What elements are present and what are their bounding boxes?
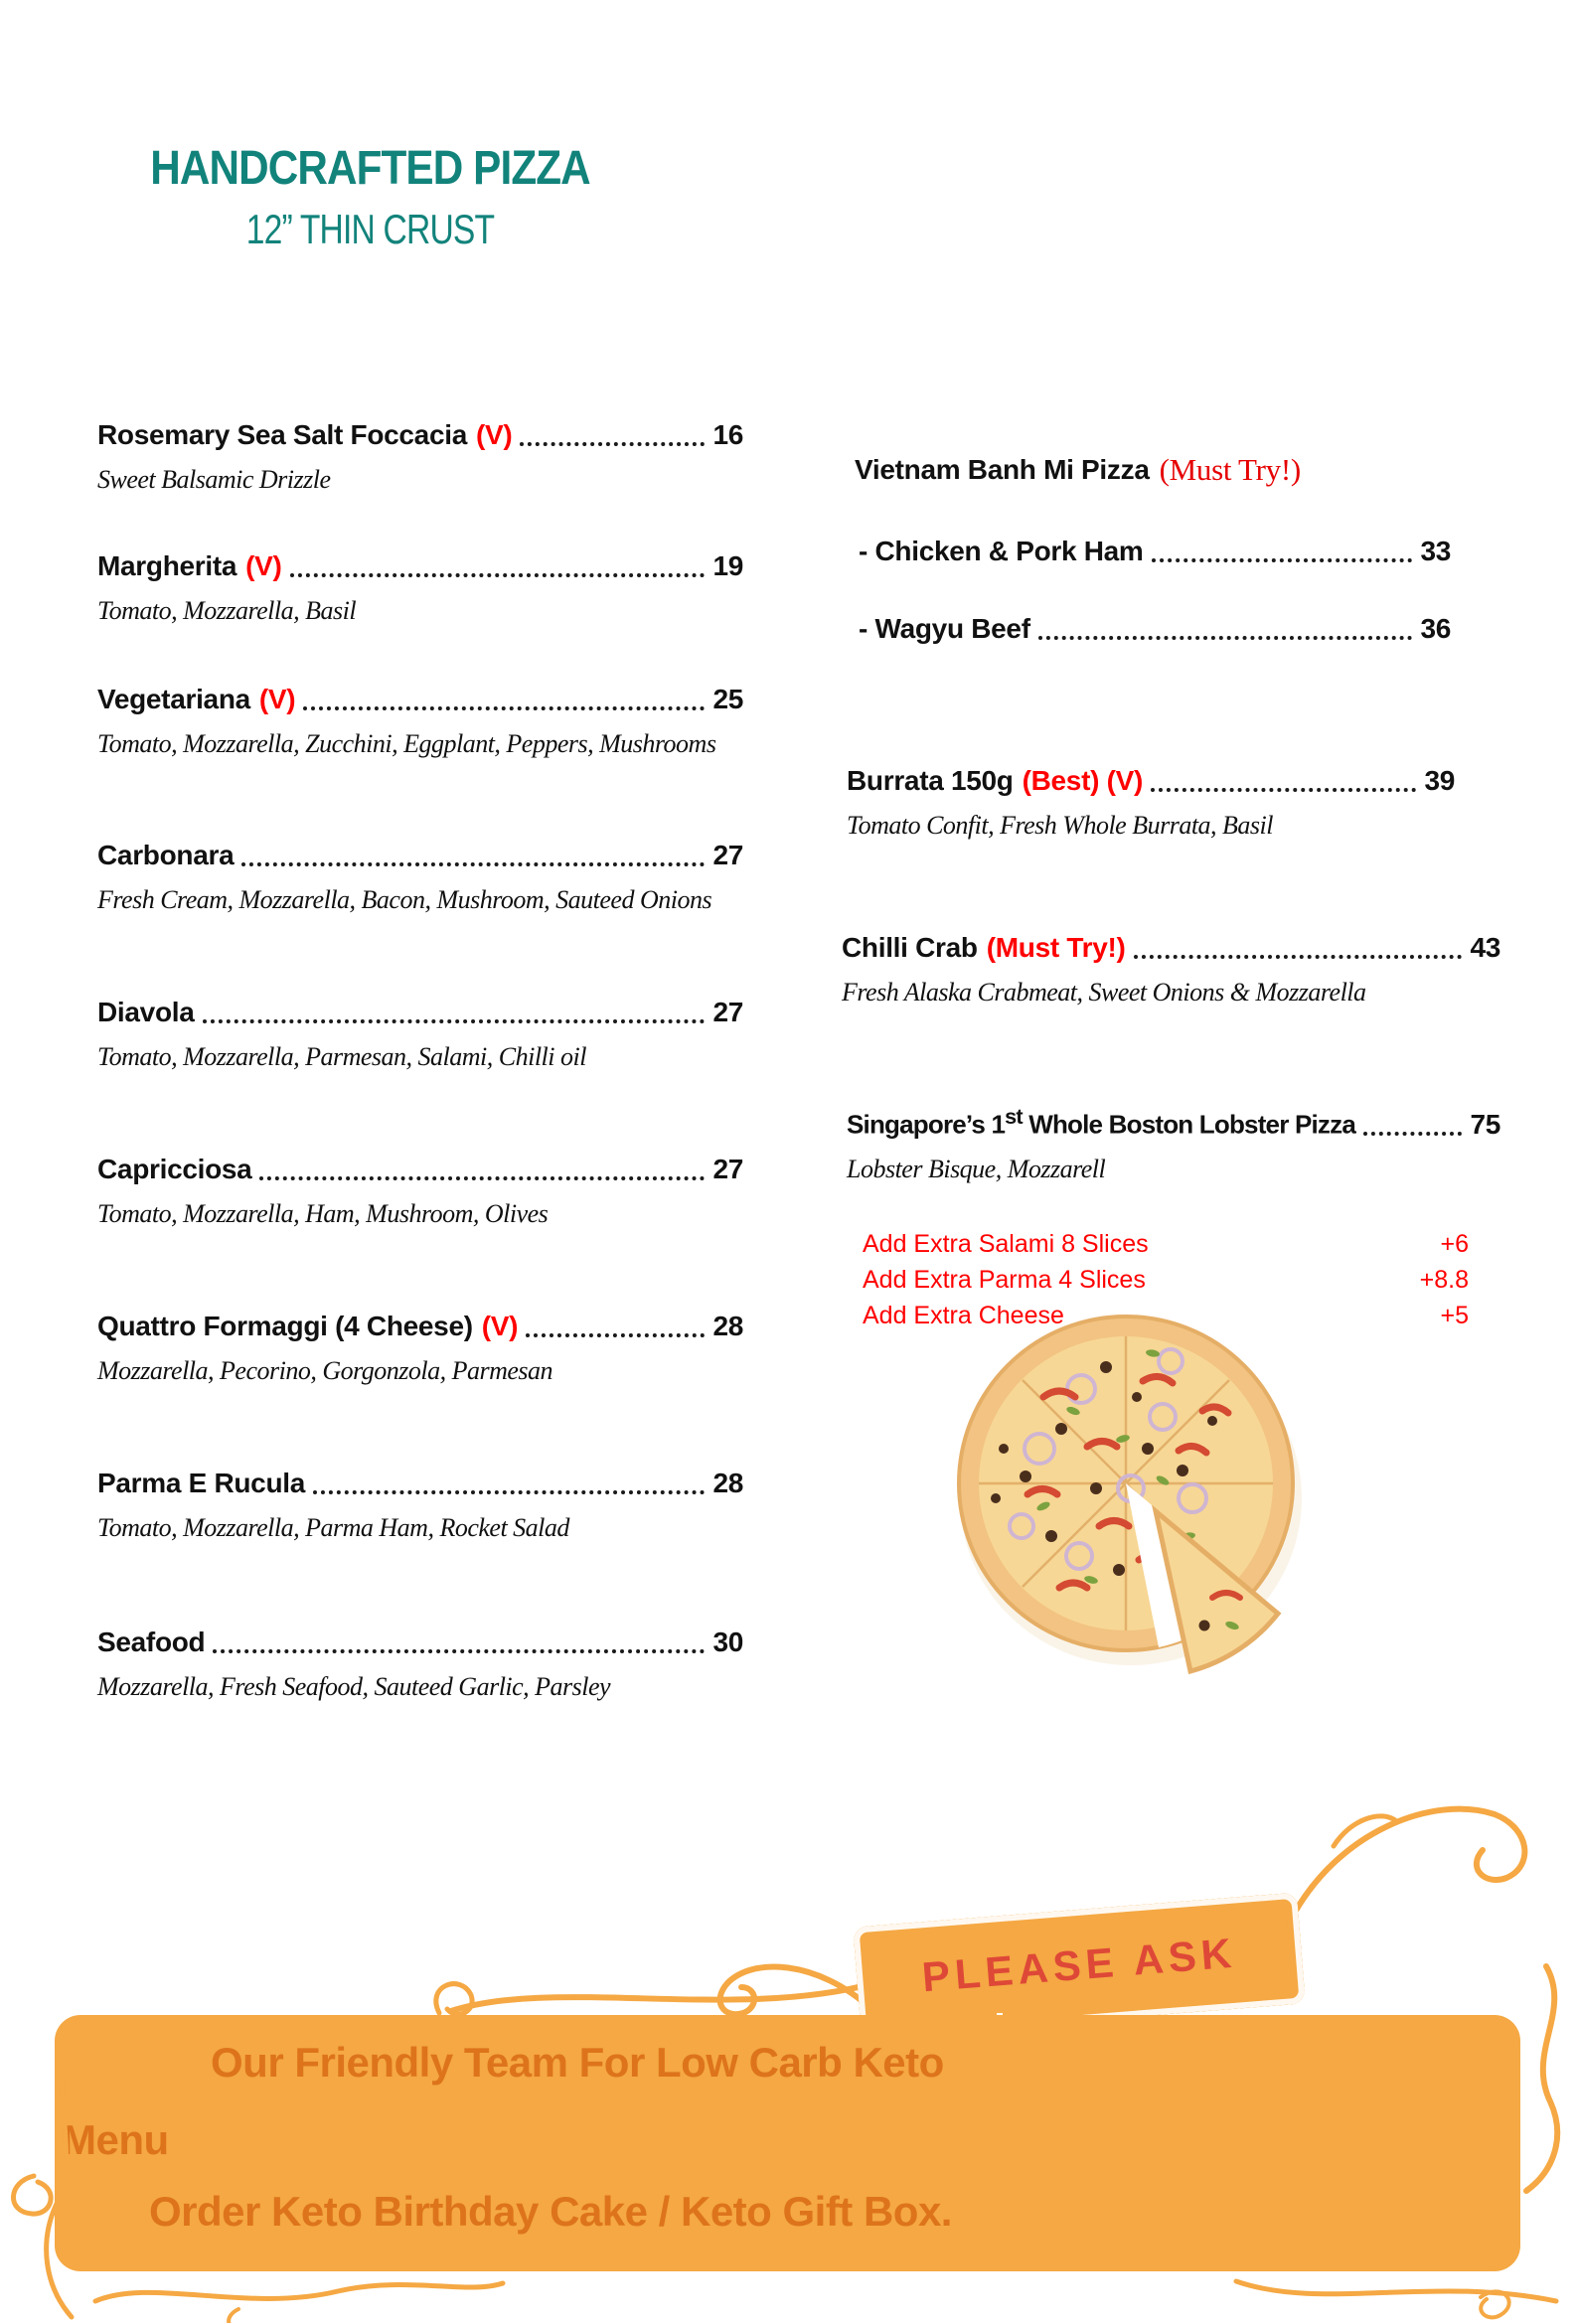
item-name: Diavola	[97, 997, 195, 1027]
item-price: 16	[712, 419, 743, 450]
menu-header	[84, 141, 656, 253]
dotted-leader	[203, 1019, 706, 1023]
menu-item-row	[855, 452, 1496, 488]
menu-item-vegetariana	[97, 682, 743, 759]
please-ask-text: PLEASE ASK	[920, 1929, 1238, 2001]
dotted-leader	[290, 573, 706, 577]
item-price: 27	[712, 997, 743, 1027]
addon-price: +6	[1440, 1230, 1469, 1258]
page-subtitle: 12” THIN CRUST	[245, 206, 495, 252]
addon-row	[863, 1226, 1469, 1262]
item-description: Fresh Alaska Crabmeat, Sweet Onions & Mozzarella	[842, 978, 1366, 1007]
menu-item-row	[97, 1466, 743, 1501]
swirl-decoration	[708, 1939, 876, 2024]
addon-label: Add Extra Cheese	[863, 1302, 1064, 1329]
item-name-superscript: st	[1005, 1104, 1023, 1129]
swirl-decoration	[89, 2273, 507, 2323]
dotted-leader	[1038, 636, 1413, 640]
addon-row	[863, 1262, 1469, 1298]
must-try-tag: (Must Try!)	[1159, 452, 1301, 487]
menu-item-chilli-crab	[842, 930, 1500, 1007]
item-price: 36	[1420, 613, 1451, 644]
menu-item-carbonara	[97, 838, 743, 915]
item-price: 28	[712, 1311, 743, 1341]
veg-tag: (V)	[481, 1311, 519, 1341]
item-price: 25	[712, 684, 743, 714]
item-name: Margherita	[97, 550, 237, 581]
menu-item-row	[847, 1099, 1500, 1143]
dotted-leader	[303, 706, 705, 710]
veg-tag: (V)	[475, 419, 513, 450]
menu-item-row	[859, 611, 1451, 647]
dotted-leader	[520, 442, 705, 446]
dotted-leader	[1152, 558, 1413, 562]
addon-price: +8.8	[1419, 1266, 1469, 1294]
item-name: Burrata 150g	[847, 765, 1014, 796]
item-price: 28	[712, 1468, 743, 1498]
item-name: Vietnam Banh Mi Pizza	[855, 454, 1150, 485]
keto-banner-line3: Order Keto Birthday Cake / Keto Gift Box.	[149, 2188, 952, 2235]
menu-item-banh-mi-chicken-pork	[859, 534, 1451, 569]
menu-item-lobster-pizza	[847, 1099, 1500, 1184]
dotted-leader	[213, 1649, 705, 1653]
item-name: Chilli Crab	[842, 932, 978, 963]
item-description: Tomato, Mozzarella, Ham, Mushroom, Olives	[97, 1199, 549, 1228]
item-description: Tomato, Mozzarella, Parmesan, Salami, Chilli oil	[97, 1042, 586, 1071]
item-name: - Wagyu Beef	[859, 613, 1030, 644]
veg-tag: (V)	[245, 550, 282, 581]
item-price: 27	[712, 840, 743, 870]
dotted-leader	[259, 1176, 705, 1180]
item-description: Tomato, Mozzarella, Parma Ham, Rocket Salad	[97, 1513, 569, 1542]
veg-tag: (V)	[258, 684, 296, 714]
dotted-leader	[313, 1490, 705, 1494]
item-name: Seafood	[97, 1627, 206, 1657]
item-description: Lobster Bisque, Mozzarell	[847, 1154, 1106, 1183]
item-description: Fresh Cream, Mozzarella, Bacon, Mushroom, Sauteed Onions	[97, 885, 712, 914]
keto-banner-line2: Menu	[62, 2116, 169, 2163]
menu-item-seafood	[97, 1625, 743, 1702]
swirl-decoration	[1232, 2267, 1560, 2322]
menu-item-banh-mi-header	[855, 452, 1496, 488]
menu-item-diavola	[97, 995, 743, 1072]
item-price: 27	[712, 1154, 743, 1184]
addon-label: Add Extra Parma 4 Slices	[863, 1266, 1146, 1294]
menu-item-row	[97, 682, 743, 717]
item-description: Sweet Balsamic Drizzle	[97, 465, 331, 494]
pizza-illustration	[932, 1300, 1340, 1697]
menu-item-row	[97, 1309, 743, 1344]
menu-item-rosemary-foccacia	[97, 417, 743, 495]
must-try-tag: (Must Try!)	[986, 932, 1126, 963]
item-description: Mozzarella, Fresh Seafood, Sauteed Garlic, Parsley	[97, 1672, 611, 1701]
best-veg-tag: (Best) (V)	[1022, 765, 1144, 796]
menu-item-capricciosa	[97, 1152, 743, 1229]
menu-item-margherita	[97, 548, 743, 626]
dotted-leader	[1134, 955, 1463, 959]
menu-item-row	[97, 1625, 743, 1660]
menu-item-banh-mi-wagyu	[859, 611, 1451, 647]
menu-item-burrata	[847, 763, 1455, 841]
item-price: 75	[1470, 1108, 1500, 1140]
item-name: Parma E Rucula	[97, 1468, 305, 1498]
dotted-leader	[1151, 788, 1416, 792]
menu-item-row	[847, 763, 1455, 799]
menu-item-row	[842, 930, 1500, 966]
item-price: 43	[1470, 932, 1500, 963]
keto-banner-line1: Our Friendly Team For Low Carb Keto	[211, 2039, 944, 2086]
menu-item-row	[97, 838, 743, 873]
item-name: Carbonara	[97, 840, 235, 870]
addon-label: Add Extra Salami 8 Slices	[863, 1230, 1149, 1258]
item-price: 30	[712, 1627, 743, 1657]
item-name: - Chicken & Pork Ham	[859, 536, 1144, 566]
item-description: Mozzarella, Pecorino, Gorgonzola, Parmesan	[97, 1356, 553, 1385]
menu-item-row	[859, 534, 1451, 569]
menu-item-parma-e-rucula	[97, 1466, 743, 1543]
item-name-prefix: Singapore’s 1	[847, 1109, 1006, 1140]
item-description: Tomato, Mozzarella, Zucchini, Eggplant, Peppers, Mushrooms	[97, 729, 716, 758]
page-title: HANDCRAFTED PIZZA	[150, 142, 590, 195]
menu-item-row	[97, 548, 743, 584]
item-name-rest: Whole Boston Lobster Pizza	[1022, 1109, 1355, 1140]
item-name: Quattro Formaggi (4 Cheese)	[97, 1311, 473, 1341]
swirl-decoration	[1284, 1786, 1552, 1926]
item-price: 33	[1420, 536, 1451, 566]
item-description: Tomato Confit, Fresh Whole Burrata, Basil	[847, 811, 1273, 840]
item-price: 19	[712, 550, 743, 581]
dotted-leader	[241, 862, 705, 866]
item-name: Capricciosa	[97, 1154, 252, 1184]
item-name	[847, 1099, 1355, 1143]
addon-price: +5	[1440, 1302, 1469, 1329]
item-name: Rosemary Sea Salt Foccacia	[97, 419, 467, 450]
item-name: Vegetariana	[97, 684, 250, 714]
menu-item-quattro-formaggi	[97, 1309, 743, 1386]
menu-item-row	[97, 417, 743, 453]
dotted-leader	[1363, 1132, 1462, 1136]
item-price: 39	[1424, 765, 1455, 796]
menu-item-row	[97, 995, 743, 1030]
dotted-leader	[526, 1333, 705, 1337]
item-description: Tomato, Mozzarella, Basil	[97, 596, 357, 625]
menu-item-row	[97, 1152, 743, 1187]
